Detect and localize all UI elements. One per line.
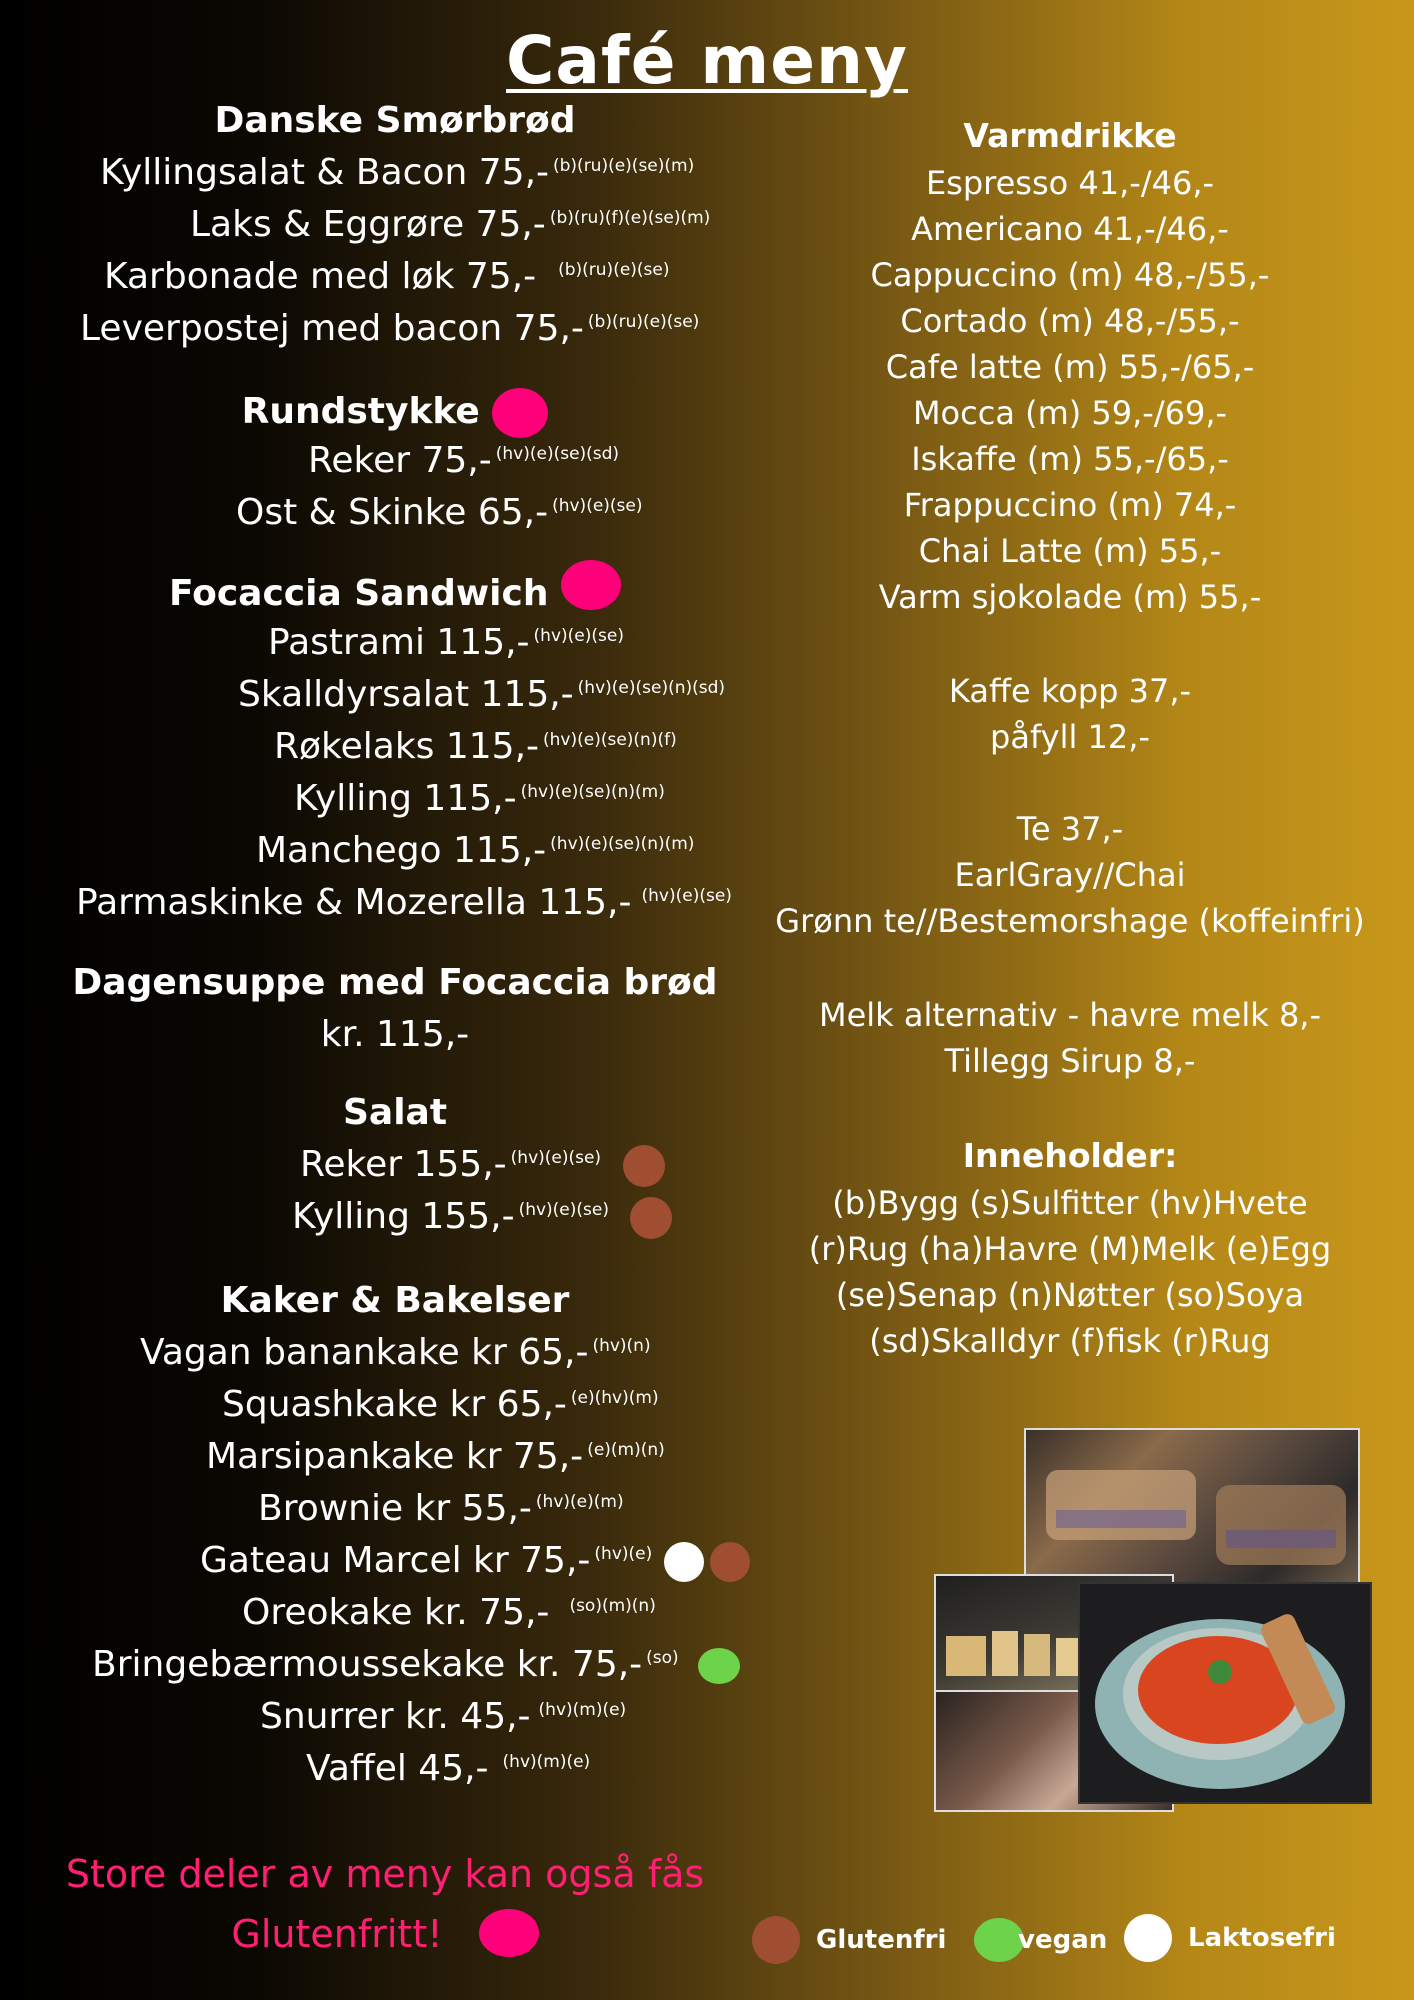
heading-smorbrod: Danske Smørbrød [214, 100, 576, 141]
allergen-key-line: (sd)Skalldyr (f)fisk (r)Rug [869, 1322, 1271, 1360]
heading-kaker: Kaker & Bakelser [220, 1280, 570, 1321]
menu-item: Vagan banankake kr 65,- $^{(hv)(n)}$ [140, 1332, 651, 1373]
menu-item: Kylling 115,- $^{(hv)(e)(se)(n)(m)}$ [294, 778, 665, 819]
menu-item: Gateau Marcel kr 75,- $^{(hv)(e)}$ [200, 1540, 750, 1582]
drink-item: Chai Latte (m) 55,- [918, 532, 1222, 570]
glutenfri-dot-icon [710, 1542, 750, 1582]
menu-item: Reker 155,- $^{(hv)(e)(se)}$ [300, 1144, 665, 1187]
drink-item: Grønn te//Bestemorshage (koffeinfri) [775, 902, 1365, 940]
allergen-key-line: (r)Rug (ha)Havre (M)Melk (e)Egg [808, 1230, 1332, 1268]
menu-item: Skalldyrsalat 115,- $^{(hv)(e)(se)(n)(sd)}$ [238, 674, 726, 715]
drink-item: Te 37,- [1016, 810, 1124, 848]
allergen-key-line: (b)Bygg (s)Sulfitter (hv)Hvete [832, 1184, 1308, 1222]
menu-item: Leverpostej med bacon 75,- $^{(b)(ru)(e)(se)}$ [80, 308, 700, 349]
heading-inneholder: Inneholder: [962, 1136, 1178, 1175]
glutenfri-dot-icon [623, 1145, 665, 1187]
menu-item: Bringebærmoussekake kr. 75,- $^{(so)}$ [92, 1644, 740, 1685]
drink-item: påfyll 12,- [990, 718, 1150, 756]
allergen-key-line: (se)Senap (n)Nøtter (so)Soya [835, 1276, 1305, 1314]
menu-item: Manchego 115,- $^{(hv)(e)(se)(n)(m)}$ [256, 830, 695, 871]
menu-item: Snurrer kr. 45,- $^{(hv)(m)(e)}$ [260, 1696, 627, 1737]
drink-item: Americano 41,-/46,- [911, 210, 1229, 248]
heading-rundstykke: Rundstykke [40, 388, 750, 438]
glutenfri-dot-icon [492, 388, 548, 438]
laktosefri-dot-icon [1124, 1914, 1172, 1962]
drink-item: Kaffe kopp 37,- [948, 672, 1192, 710]
menu-item: Marsipankake kr 75,- $^{(e)(m)(n)}$ [206, 1436, 665, 1477]
menu-item: Vaffel 45,- $^{(hv)(m)(e)}$ [306, 1748, 591, 1789]
menu-item: Brownie kr 55,- $^{(hv)(e)(m)}$ [258, 1488, 624, 1529]
menu-item: Squashkake kr 65,- $^{(e)(hv)(m)}$ [222, 1384, 659, 1425]
menu-item: Oreokake kr. 75,- $^{(so)(m)(n)}$ [242, 1592, 656, 1633]
menu-item: Kylling 155,- $^{(hv)(e)(se)}$ [292, 1196, 672, 1239]
vegan-dot-icon [698, 1648, 740, 1684]
heading-salat: Salat [342, 1092, 448, 1133]
soup-bowl-image-icon [1080, 1584, 1370, 1802]
glutenfri-note-line2: Glutenfritt! [40, 1912, 730, 1961]
vegan-dot-icon [974, 1918, 1024, 1962]
drink-item: EarlGray//Chai [954, 856, 1186, 894]
glutenfri-dot-icon [630, 1197, 672, 1239]
drink-item: Varm sjokolade (m) 55,- [878, 578, 1262, 616]
drink-item: Iskaffe (m) 55,-/65,- [911, 440, 1229, 478]
glutenfri-dot-icon [479, 1909, 539, 1957]
drink-item: Mocca (m) 59,-/69,- [912, 394, 1228, 432]
legend-vegan: vegan [974, 1918, 1107, 1962]
drink-item: Cappuccino (m) 48,-/55,- [870, 256, 1270, 294]
soup-photo [1078, 1582, 1372, 1804]
suppe-price: kr. 115,- [320, 1014, 470, 1055]
glutenfri-note-line1: Store deler av meny kan også fås [65, 1852, 705, 1896]
menu-item: Laks & Eggrøre 75,- $^{(b)(ru)(f)(e)(se)(m)}$ [190, 204, 711, 245]
drink-item: Melk alternativ - havre melk 8,- [818, 996, 1322, 1034]
menu-item: Parmaskinke & Mozerella 115,- $^{(hv)(e)(se)}$ [76, 882, 732, 923]
menu-item: Ost & Skinke 65,- $^{(hv)(e)(se)}$ [236, 492, 643, 533]
glutenfri-dot-icon [561, 560, 621, 610]
legend-laktosefri: Laktosefri [1124, 1914, 1336, 1962]
heading-suppe: Dagensuppe med Focaccia brød [72, 962, 718, 1003]
menu-title: Café meny [506, 22, 908, 99]
legend-glutenfri: Glutenfri [752, 1916, 946, 1964]
drink-item: Espresso 41,-/46,- [925, 164, 1215, 202]
drink-item: Cortado (m) 48,-/55,- [900, 302, 1240, 340]
focaccia-sandwich-photo [1024, 1428, 1360, 1584]
drink-item: Cafe latte (m) 55,-/65,- [885, 348, 1255, 386]
laktosefri-dot-icon [664, 1542, 704, 1582]
menu-item: Reker 75,- $^{(hv)(e)(se)(sd)}$ [308, 440, 620, 481]
glutenfri-dot-icon [752, 1916, 800, 1964]
heading-varmdrikke: Varmdrikke [963, 116, 1177, 155]
sandwich-image-icon [1026, 1430, 1358, 1582]
menu-item: Røkelaks 115,- $^{(hv)(e)(se)(n)(f)}$ [274, 726, 677, 767]
drink-item: Frappuccino (m) 74,- [903, 486, 1237, 524]
heading-focaccia: Focaccia Sandwich [40, 570, 750, 620]
drink-item: Tillegg Sirup 8,- [944, 1042, 1196, 1080]
menu-item: Kyllingsalat & Bacon 75,- $^{(b)(ru)(e)(se)(m)}$ [100, 152, 695, 193]
menu-item: Karbonade med løk 75,- $^{(b)(ru)(e)(se)}$ [104, 256, 670, 297]
menu-item: Pastrami 115,- $^{(hv)(e)(se)}$ [268, 622, 624, 663]
